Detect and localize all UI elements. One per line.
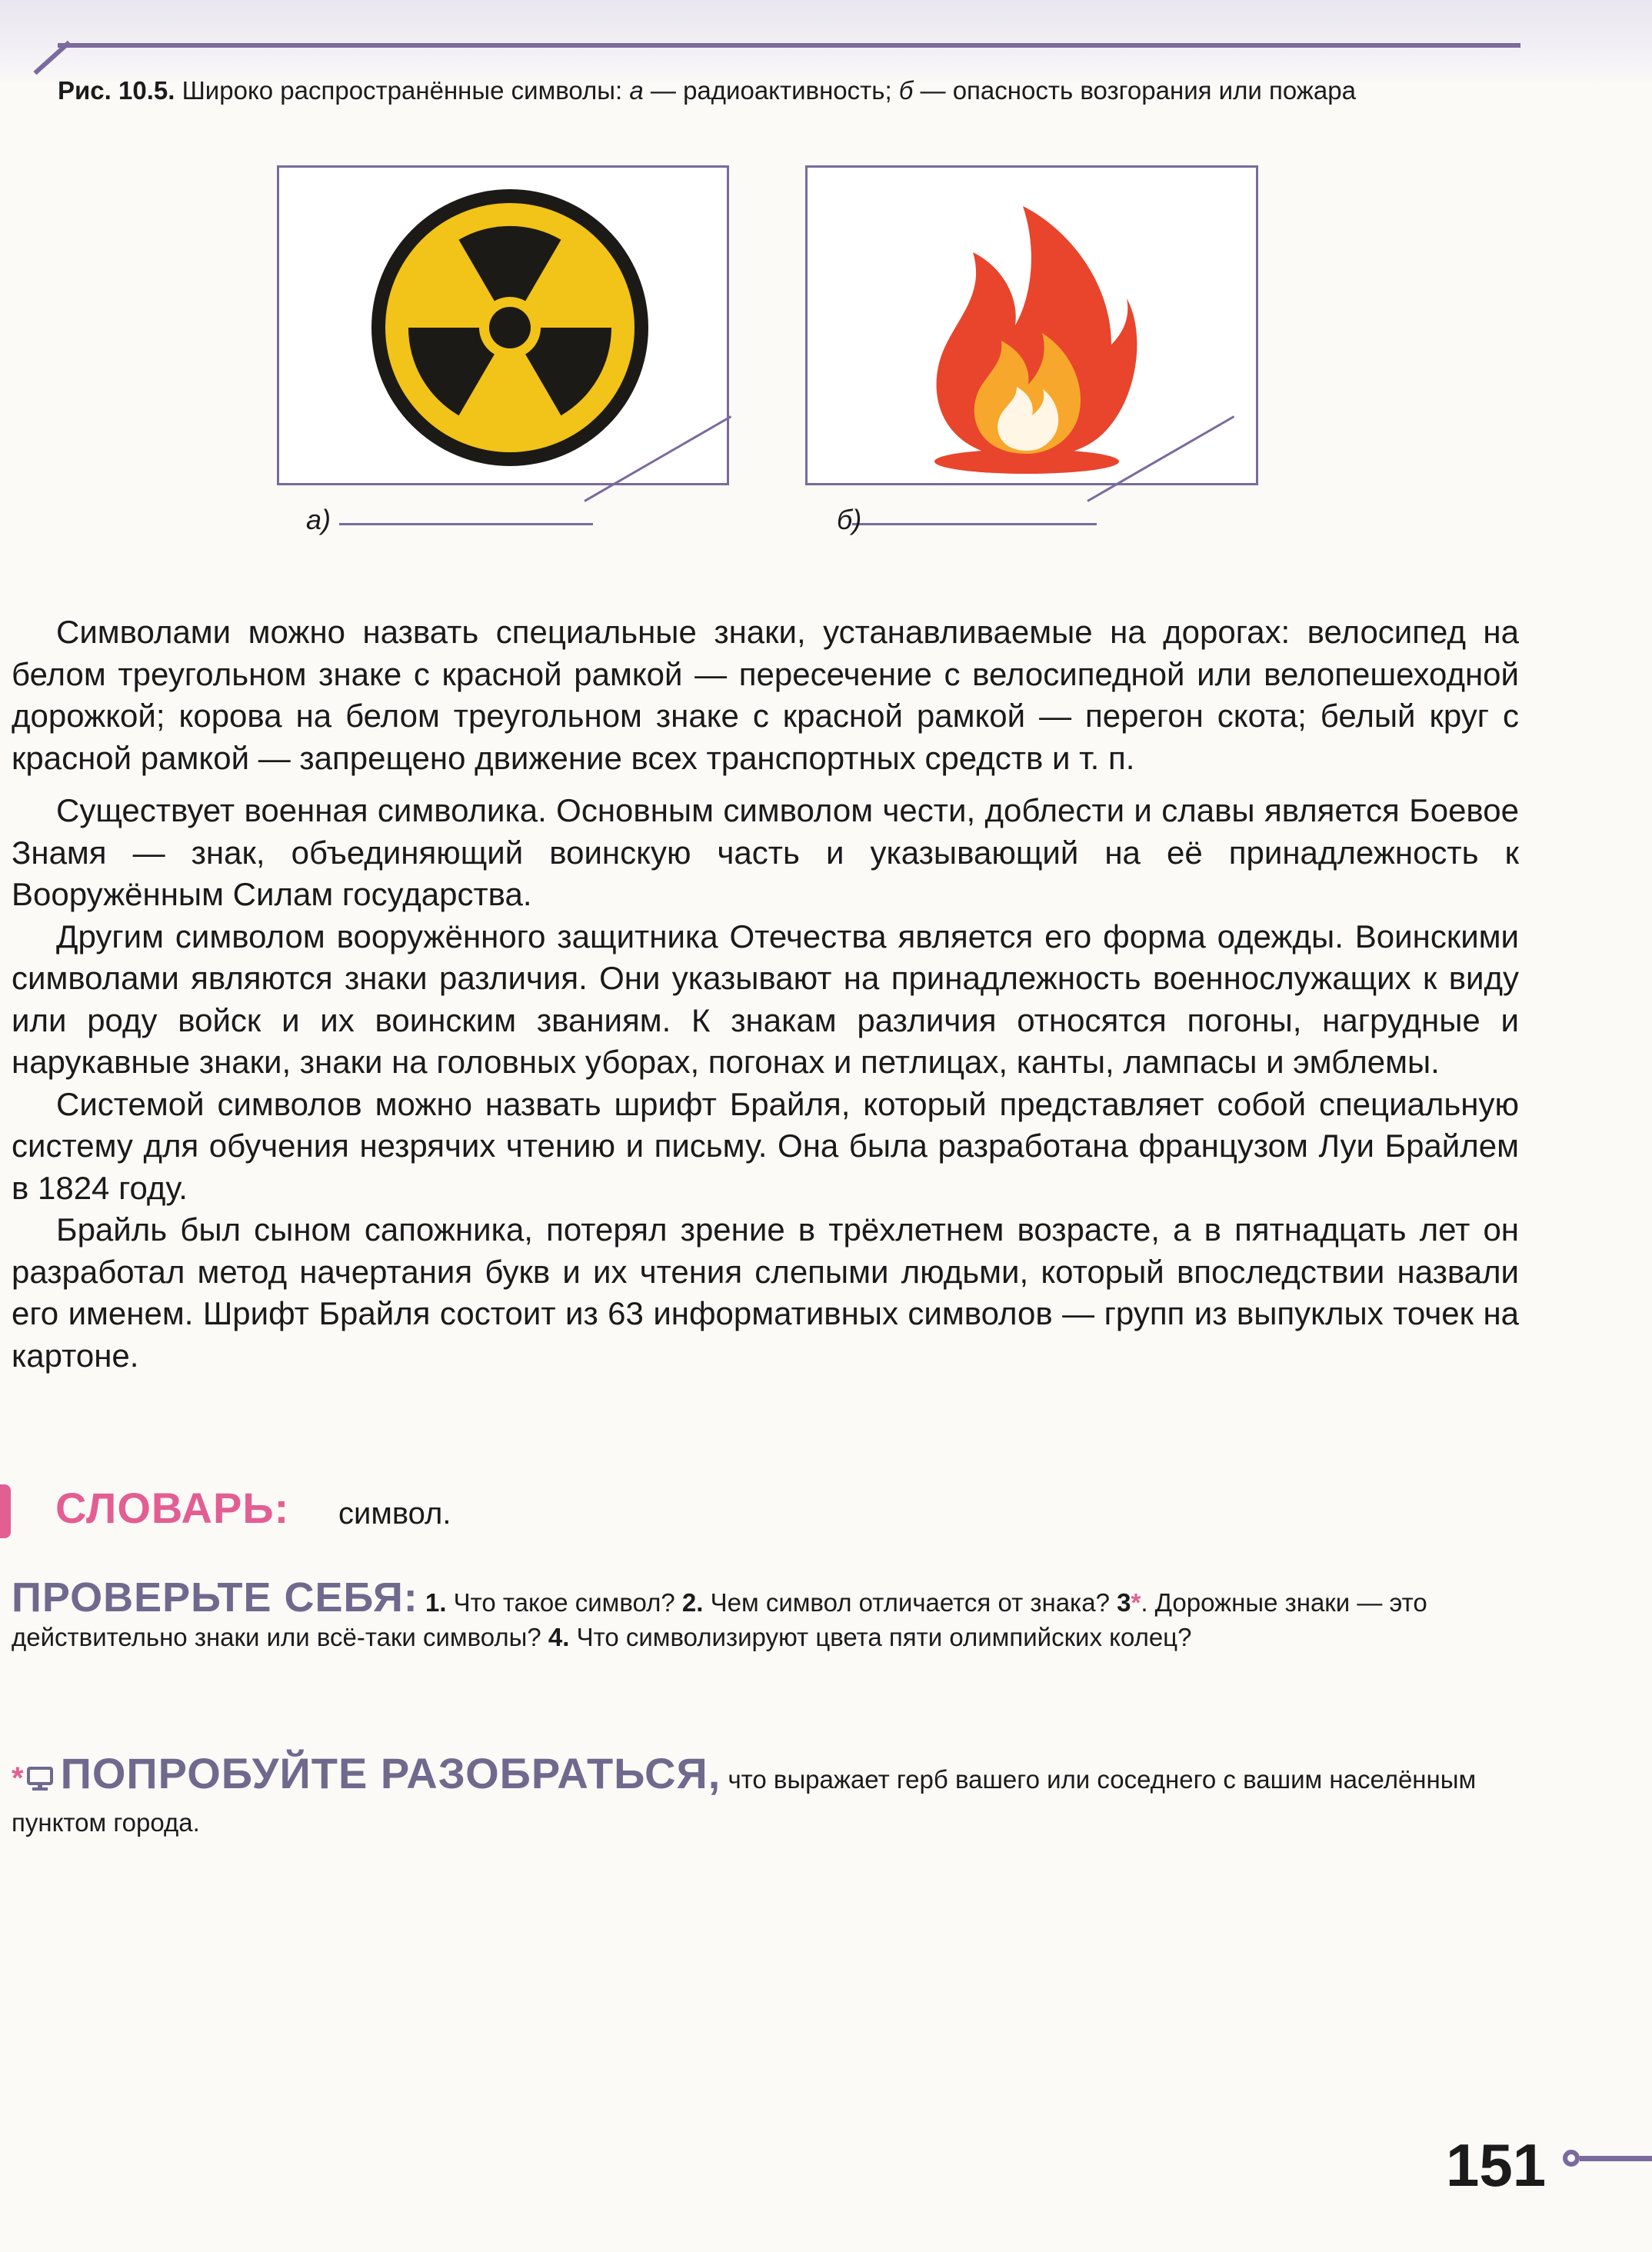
question-2: Чем символ отличается от знака? [710,1588,1110,1617]
figure-caption [58,73,1523,108]
question-4-number: 4. [548,1623,570,1651]
question-4: Что символизируют цвета пяти олимпийских колец? [576,1623,1192,1651]
question-3: . Дорожные знаки — это действительно знаки или всё-таки символы? [12,1588,1427,1651]
vocabulary-marker [0,1484,11,1538]
question-1-number: 1. [425,1588,447,1617]
main-text [12,611,1519,1377]
try-title: ПОПРОБУЙТЕ РАЗОБРАТЬСЯ, [60,1749,721,1797]
paragraph-military-symbols: Существует военная символика. Основным символом чести, доблести и славы является Боевое Знамя — знак, объединяющий воинскую часть и указывающий на её принадлежность к Вооружённым Силам государства. [12,792,1519,912]
figure-caption-b-text: — опасность возгорания или пожара [920,76,1356,105]
figure-a-label: а) [306,504,331,535]
check-yourself-title: ПРОВЕРЬТЕ СЕБЯ: [12,1574,418,1621]
figure-caption-a-letter: а [629,76,644,105]
question-3-star: * [1131,1588,1141,1617]
try-text: что выражает герб вашего или соседнего с вашим населённым пунктом города. [12,1765,1477,1837]
figure-b-label: б) [837,504,862,535]
check-yourself [12,1574,1519,1654]
vocabulary-word: символ. [338,1497,451,1531]
question-3-number: 3 [1117,1588,1131,1617]
radiation-symbol-icon [279,168,727,483]
page-number-ring [1563,2150,1580,2167]
try-star: * [12,1761,24,1795]
paragraph-braille: Системой символов можно назвать шрифт Брайля, который представляет собой специальную систему для обучения незрячих чтению и письму. Она была разработана французом Луи Брайлем в 1824 году. [12,1085,1519,1206]
try-to-figure-out [12,1749,1519,1843]
paragraph-braille-history: Брайль был сыном сапожника, потерял зрение в трёхлетнем возрасте, а в пятнадцать лет он разработал метод начертания букв и их чтения слепыми людьми, который впоследствии назвали его именем. Шрифт Брайля состоит из 63 информативных символов — групп из выпуклых точек на картоне. [12,1211,1519,1374]
question-1: Что такое символ? [453,1588,675,1617]
figure-caption-b-letter: б [898,76,914,105]
header-rule [58,43,1520,48]
fire-icon [808,168,1256,483]
figure-a-tail [339,523,593,525]
paragraph-road-signs: Символами можно назвать специальные знаки, устанавливаемые на дорогах: велосипед на белом треугольном знаке с красной рамкой — пересечение с велосипедной или велопешеходной дорожкой; корова на белом треугольном знаке с красной рамкой — перегон скота; белый круг с красной рамкой — запрещено движение всех транспортных средств и т. п. [12,614,1519,776]
page-number-line [1580,2156,1652,2161]
header-band [0,0,1652,85]
figure-number: Рис. 10.5. [58,76,175,105]
figure-a-frame [277,165,729,485]
figure-caption-a-text: — радиоактивность; [650,76,892,105]
vocabulary-title: СЛОВАРЬ: [55,1484,290,1532]
page-number: 151 [1446,2131,1547,2199]
paragraph-uniform: Другим символом вооружённого защитника Отечества является его форма одежды. Воинскими символами являются знаки различия. Они указывают на принадлежность военнослужащих к виду или роду войск и их воинским званиям. К знакам различия относятся погоны, нагрудные и нарукавные знаки, знаки на головных уборах, погонах и петлицах, канты, лампасы и эмблемы. [12,918,1519,1080]
question-2-number: 2. [681,1588,704,1617]
figure-b-tail [852,523,1097,525]
figure-b-frame [805,165,1258,485]
computer-icon [27,1763,53,1803]
figure-caption-lead: Широко распространённые символы: [182,76,623,105]
